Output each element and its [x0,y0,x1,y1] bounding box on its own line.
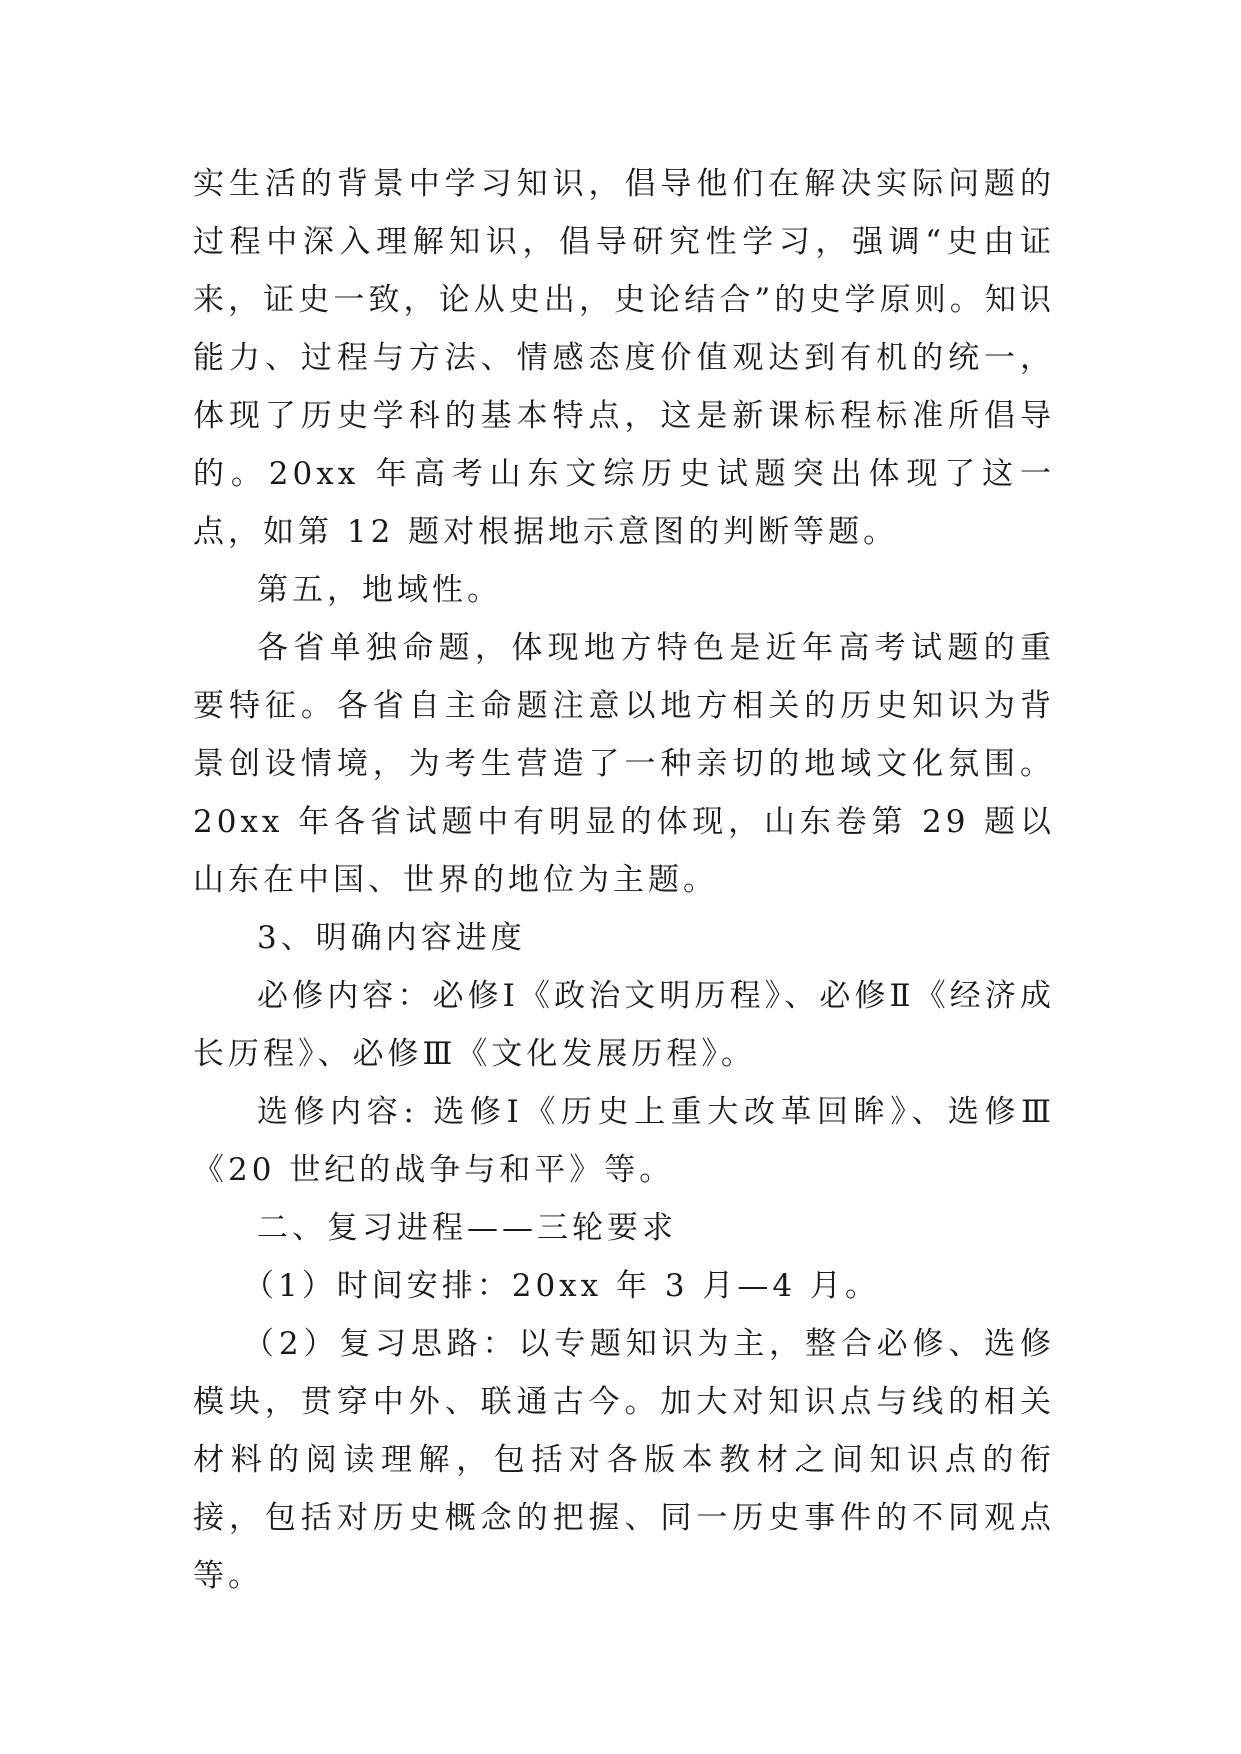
paragraph-heading-fifth: 第五，地域性。 [257,572,502,608]
paragraph-continuation: 实生活的背景中学习知识，倡导他们在解决实际问题的过程中深入理解知识，倡导研究性学习，强调“史由证来，证史一致，论从史出，史论结合”的史学原则。知识能力、过程与方法、情感态度价值观达到有机的统一，体现了历史学科的基本特点，这是新课标程标准所倡导的。20xx 年高考山东文综历史试题突出体现了这一点，如第 12 题对根据地示意图的判断等题。 [193,166,1055,550]
paragraph-regional: 各省单独命题，体现地方特色是近年高考试题的重要特征。各省自主命题注意以地方相关的历史知识为背景创设情境，为考生营造了一种亲切的地域文化氛围。20xx 年各省试题中有明显的体现，山东卷第 29 题以山东在中国、世界的地位为主题。 [193,630,1055,898]
paragraph-heading-review-process: 二、复习进程——三轮要求 [257,1210,677,1246]
paragraph-required-content: 必修内容：必修Ⅰ《政治文明历程》、必修Ⅱ《经济成长历程》、必修Ⅲ《文化发展历程》。 [193,978,1055,1072]
paragraph-elective-content: 选修内容: 选修Ⅰ《历史上重大改革回眸》、选修Ⅲ《20 世纪的战争与和平》等。 [193,1094,1055,1188]
paragraph-time-schedule: （1）时间安排：20xx 年 3 月—4 月。 [243,1268,880,1304]
document-body [193,155,1055,1605]
paragraph-heading-content-progress: 3、明确内容进度 [257,920,526,956]
paragraph-review-approach: （2）复习思路：以专题知识为主，整合必修、选修模块，贯穿中外、联通古今。加大对知识点与线的相关材料的阅读理解，包括对各版本教材之间知识点的衔接，包括对历史概念的把握、同一历史事件的不同观点等。 [193,1326,1055,1594]
